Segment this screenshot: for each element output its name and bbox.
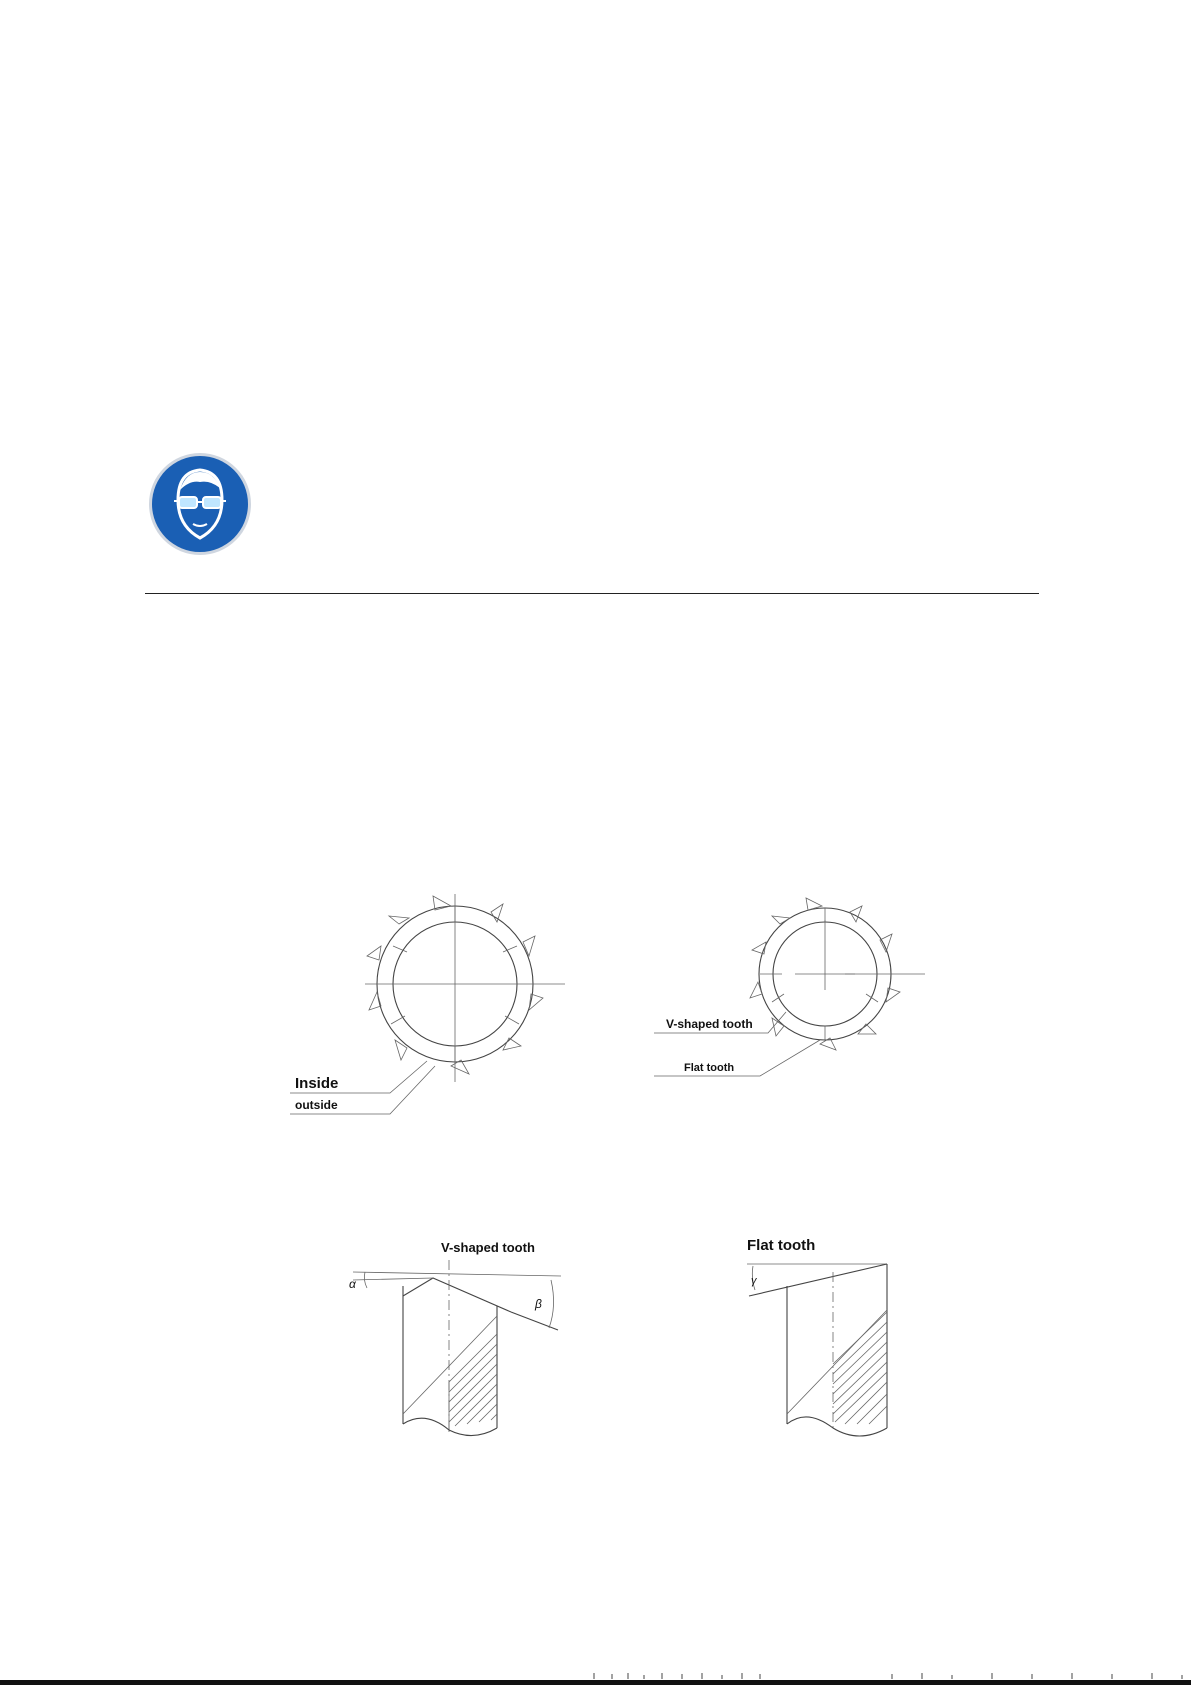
- v-shaped-tooth-profile-figure: [345, 1232, 585, 1452]
- flat-tooth-title: Flat tooth: [747, 1237, 816, 1254]
- label-inside: Inside: [295, 1075, 339, 1092]
- section-divider: [145, 593, 1039, 594]
- safety-goggles-icon: [148, 452, 252, 556]
- v-shaped-tooth-title: V-shaped tooth: [441, 1240, 535, 1255]
- label-v-shaped-tooth: V-shaped tooth: [666, 1017, 753, 1031]
- page-bottom-edge: [0, 1680, 1191, 1685]
- flat-tooth-profile-figure: [745, 1232, 915, 1452]
- angle-alpha-label: α: [349, 1277, 356, 1291]
- hatch-area: [449, 1334, 497, 1426]
- label-outside: outside: [295, 1098, 338, 1112]
- cross-section-tooth-types-figure: [650, 890, 940, 1080]
- cross-section-inside-outside-figure: [285, 890, 575, 1120]
- footer-scan-noise: [592, 1672, 1188, 1680]
- hatch-area: [833, 1312, 887, 1424]
- angle-gamma-label: γ: [751, 1275, 757, 1287]
- angle-beta-label: β: [535, 1297, 542, 1311]
- label-flat-tooth: Flat tooth: [684, 1062, 735, 1074]
